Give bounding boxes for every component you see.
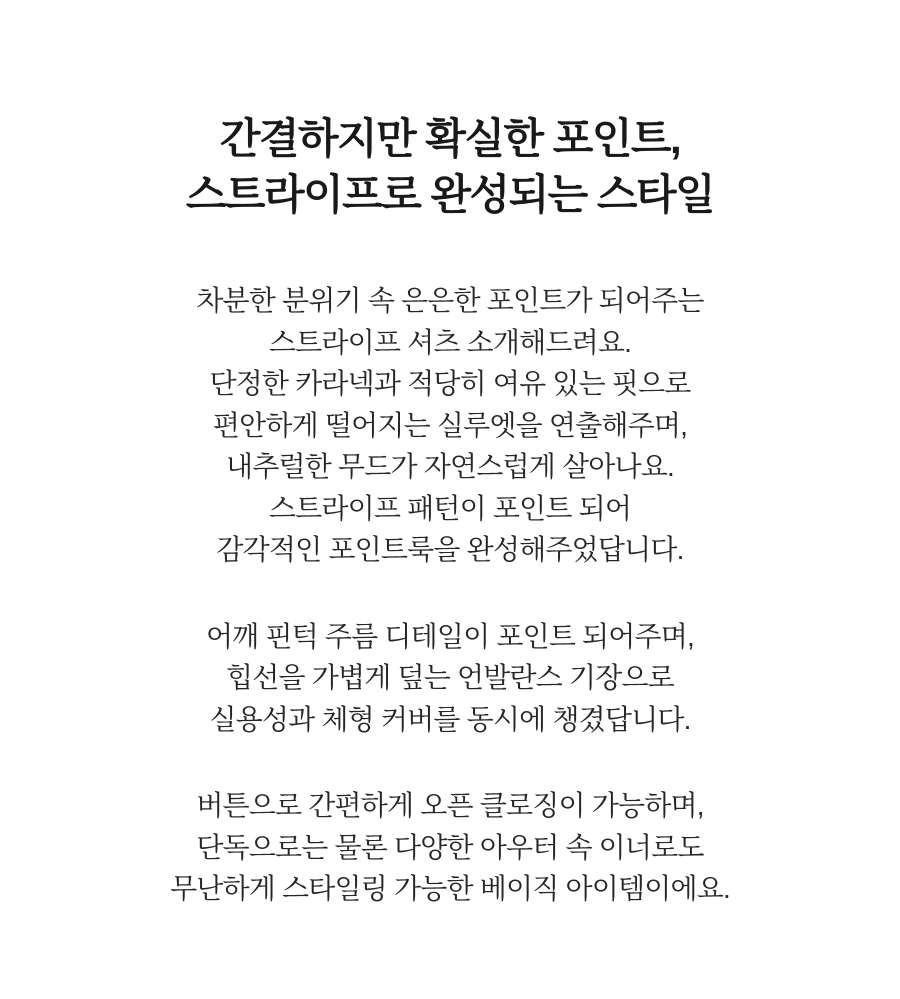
description-line: 단정한 카라넥과 적당히 여유 있는 핏으로 xyxy=(209,368,691,399)
description-line: 어깨 핀턱 주름 디테일이 포인트 되어주며, xyxy=(205,620,695,652)
description-line: 내추럴한 무드가 자연스럽게 살아나요. xyxy=(226,451,674,482)
description-line: 실용성과 체형 커버를 동시에 챙겼답니다. xyxy=(209,703,691,735)
title-line-1: 간결하지만 확실한 포인트, xyxy=(219,115,681,162)
title-line-2: 스트라이프로 완성되는 스타일 xyxy=(185,171,715,218)
description-line: 감각적인 포인트룩을 완성해주었답니다. xyxy=(216,534,684,565)
description-line: 단독으로는 물론 다양한 아우터 속 이너로도 xyxy=(196,831,704,863)
description-line: 힙선을 가볍게 덮는 언발란스 기장으로 xyxy=(226,662,674,693)
description-line: 차분한 분위기 속 은은한 포인트가 되어주는 xyxy=(196,285,704,316)
description-paragraph-3 xyxy=(0,785,900,910)
description-line: 편안하게 떨어지는 실루엣을 연출해주며, xyxy=(212,409,688,441)
description-line: 무난하게 스타일링 가능한 베이직 아이템이에요. xyxy=(170,873,730,904)
description-paragraph-2 xyxy=(0,616,900,741)
description-line: 스트라이프 패턴이 포인트 되어 xyxy=(268,492,632,524)
description-line: 스트라이프 셔츠 소개해드려요. xyxy=(268,326,632,358)
page-title xyxy=(0,111,900,223)
description-line: 버튼으로 간편하게 오픈 클로징이 가능하며, xyxy=(196,790,704,821)
description-paragraph-1 xyxy=(0,280,900,571)
